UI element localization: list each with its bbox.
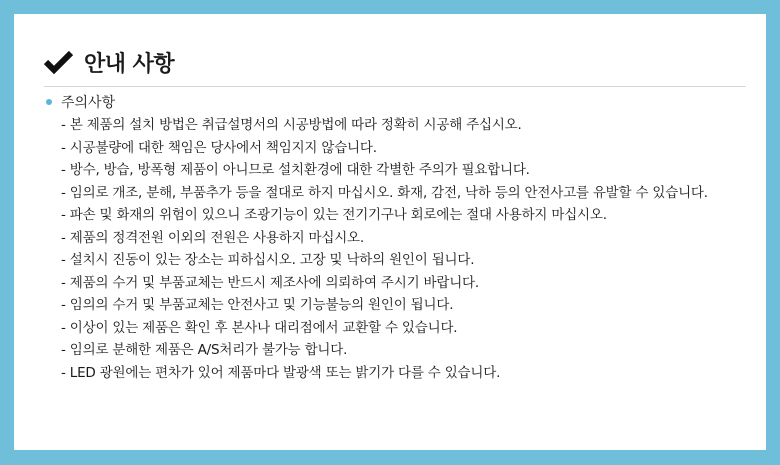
list-item: - 파손 및 화재의 위험이 있으니 조광기능이 있는 전기기구나 회로에는 절대 사용하지 마십시오. — [61, 207, 607, 223]
header-divider — [44, 86, 746, 87]
list-item: - 설치시 진동이 있는 장소는 피하십시오. 고장 및 낙하의 원인이 됩니다. — [61, 252, 475, 268]
list-item: - 제품의 정격전원 이외의 전원은 사용하지 마십시오. — [61, 229, 364, 246]
bullet-dot-icon — [46, 99, 52, 105]
list-item: - 임의의 수거 및 부품교체는 안전사고 및 기능불능의 원인이 됩니다. — [61, 297, 454, 313]
list-item: - LED 광원에는 편차가 있어 제품마다 발광색 또는 밝기가 다를 수 있습니다. — [61, 364, 501, 381]
list-item: - 시공불량에 대한 책임은 당사에서 책임지지 않습니다. — [61, 139, 377, 156]
list-item: - 임의로 개조, 분해, 부품추가 등을 절대로 하지 마십시오. 화재, 감전, 낙하 등의 안전사고를 유발할 수 있습니다. — [61, 184, 708, 201]
list-item: - 이상이 있는 제품은 확인 후 본사나 대리점에서 교환할 수 있습니다. — [61, 319, 458, 336]
section-title: 주의사항 — [61, 95, 116, 111]
notice-panel — [14, 14, 766, 450]
list-item: - 임의로 분해한 제품은 A/S처리가 불가능 합니다. — [61, 342, 348, 358]
notice-header — [44, 42, 174, 82]
list-item: - 방수, 방습, 방폭형 제품이 아니므로 설치환경에 대한 각별한 주의가 필요합니다. — [61, 162, 530, 178]
list-item: - 제품의 수거 및 부품교체는 반드시 제조사에 의뢰하여 주시기 바랍니다. — [61, 274, 479, 291]
list-item: - 본 제품의 설치 방법은 취급설명서의 시공방법에 따라 정확히 시공해 주십시오. — [61, 117, 522, 133]
caution-section — [46, 91, 756, 384]
caution-list — [46, 114, 756, 384]
page-title: 안내 사항 — [84, 51, 175, 77]
check-icon — [44, 49, 74, 75]
section-heading — [46, 91, 756, 113]
